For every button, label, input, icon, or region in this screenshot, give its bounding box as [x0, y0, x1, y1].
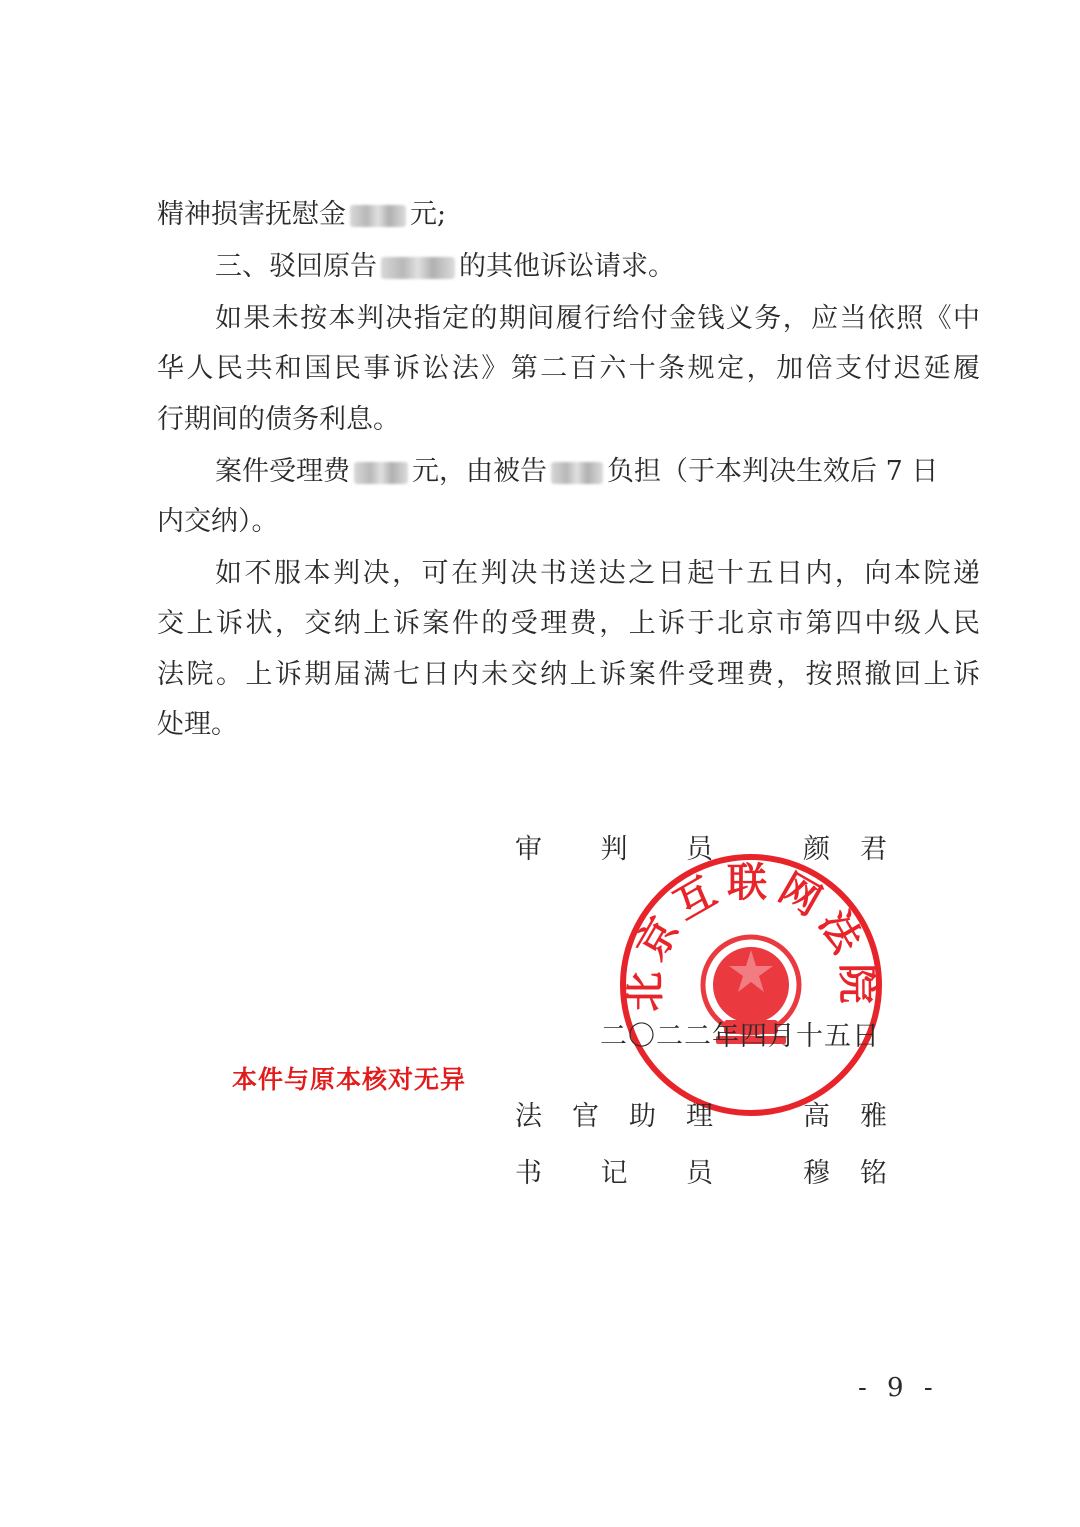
- text-line: 如不服本判决，可在判决书送达之日起十五日内，向本院递: [215, 558, 980, 589]
- name-char: 雅: [860, 1101, 887, 1132]
- role-char: 书: [515, 1158, 542, 1189]
- name-char: 颜: [803, 834, 830, 865]
- text-line: 华人民共和国民事诉讼法》第二百六十条规定，加倍支付迟延履: [157, 353, 980, 384]
- redaction-blur: [381, 257, 455, 279]
- text-line: 如果未按本判决指定的期间履行给付金钱义务，应当依照《中: [215, 303, 980, 334]
- name-char: 铭: [860, 1158, 887, 1189]
- clerk-role: [515, 1157, 713, 1191]
- text-segment: 案件受理费: [215, 456, 350, 487]
- redaction-blur: [350, 205, 406, 227]
- seal-text: 北京互联网法院: [621, 859, 881, 1012]
- name-char: 穆: [803, 1158, 830, 1189]
- text-line: 法院。上诉期届满七日内未交纳上诉案件受理费，按照撤回上诉: [157, 659, 980, 690]
- role-char: 审: [515, 834, 542, 865]
- role-char: 法: [515, 1101, 542, 1132]
- text-line: [215, 250, 980, 284]
- text-line: [157, 198, 980, 232]
- role-char: 官: [572, 1101, 599, 1132]
- redaction-blur: [551, 462, 603, 484]
- certification-note: 本件与原本核对无异: [232, 1065, 467, 1094]
- role-char: 助: [629, 1101, 656, 1132]
- role-char: 理: [686, 1101, 713, 1132]
- clerk-signature: [515, 1157, 887, 1191]
- text-line: 行期间的债务利息。: [157, 404, 400, 435]
- text-line: 处理。: [157, 709, 238, 740]
- name-char: 君: [860, 834, 887, 865]
- text-segment: 负担（于本判决生效后 7 日: [607, 456, 939, 487]
- judgment-date: 二〇二二年四月十五日: [600, 1021, 880, 1052]
- assistant-signature: [515, 1100, 887, 1134]
- role-char: 记: [600, 1158, 628, 1189]
- court-seal-stamp: [616, 850, 886, 1120]
- role-char: 员: [686, 1158, 713, 1189]
- role-char: 判: [600, 834, 628, 865]
- redaction-blur: [354, 462, 408, 484]
- text-segment: 的其他诉讼请求。: [459, 251, 675, 282]
- role-char: 员: [686, 834, 713, 865]
- text-segment: 三、驳回原告: [215, 251, 377, 282]
- name-char: 高: [803, 1101, 830, 1132]
- judge-role: [515, 833, 713, 867]
- assistant-name: [803, 1100, 887, 1134]
- clerk-name: [803, 1157, 887, 1191]
- text-segment: 精神损害抚慰金: [157, 199, 346, 230]
- text-segment: 元;: [410, 199, 447, 230]
- page-number: - 9 -: [858, 1373, 939, 1403]
- judge-name: [803, 833, 887, 867]
- text-line: [215, 455, 980, 489]
- judge-signature: [515, 833, 887, 867]
- text-segment: 元，由被告: [412, 456, 547, 487]
- assistant-role: [515, 1100, 713, 1134]
- text-line: 交上诉状，交纳上诉案件的受理费，上诉于北京市第四中级人民: [157, 608, 980, 639]
- text-line: 内交纳）。: [157, 506, 279, 537]
